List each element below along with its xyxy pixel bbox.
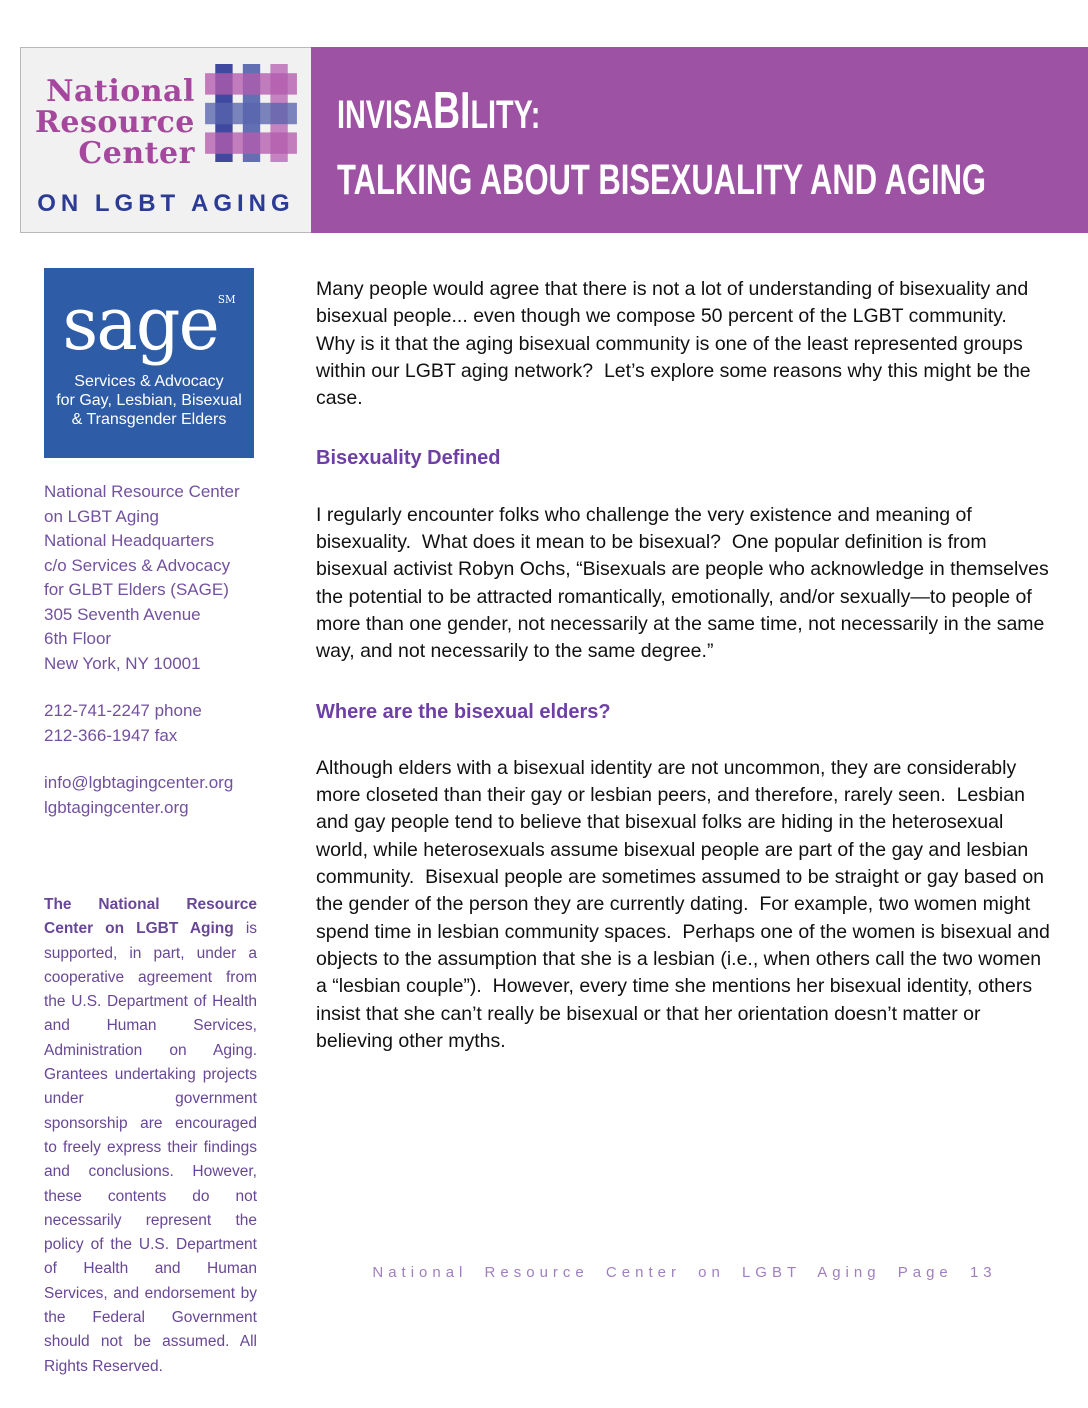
title-part-post: LITY:: [470, 93, 541, 137]
phone-fax: [44, 699, 274, 748]
section-heading-bisexuality-defined: Bisexuality Defined: [316, 447, 501, 470]
sage-tagline-line: & Transgender Elders: [71, 410, 227, 428]
website-url: lgbtagingcenter.org: [44, 797, 189, 817]
sage-tagline: [56, 372, 242, 429]
address-line: National Headquarters: [44, 531, 215, 550]
article-body: [316, 276, 1056, 1055]
address-line: for GLBT Elders (SAGE): [44, 580, 229, 599]
page-footer: National Resource Center on LGBT Aging Page 13: [372, 1264, 997, 1281]
phone-line: 212-741-2247 phone: [44, 701, 202, 720]
masthead: [20, 47, 1048, 233]
document-subtitle: TALKING ABOUT BISEXUALITY AND AGING: [336, 156, 986, 204]
contact-info: [44, 480, 274, 843]
title-banner: [311, 47, 1088, 233]
funding-disclaimer: [44, 893, 257, 1379]
fax-line: 212-366-1947 fax: [44, 725, 178, 745]
nrc-logo-top: [35, 62, 297, 169]
sage-trademark: SM: [217, 293, 236, 307]
sage-wordmark: sage℠: [62, 281, 236, 368]
logo-subtitle: ON LGBT AGING: [37, 190, 295, 217]
section-paragraph: Although elders with a bisexual identity are not uncommon, they are considerably more closeted than their gay or lesbian peers, and therefore, rarely seen. Lesbian and gay people tend to believe that bisexual folks are hiding in the heterosexual world, while heterosexuals assume bisexual people are part of the gay and lesbian community. Bisexual people are sometimes assumed to be straight or gay based on the gender of the person they are currently dating. For example, two women might spend time in lesbian community spaces. Perhaps one of the women is bisexual and objects to the assumption that she is a lesbian (i.e., when others call the two women a “lesbian couple”). However, every time she mentions her bisexual identity, others insist that she can’t really be bisexual or that her orientation doesn’t matter or believing other myths.: [316, 756, 1056, 1052]
disclaimer-lead: The National Resource Center on LGBT Aging: [44, 896, 257, 938]
logo-word-resource: Resource: [35, 105, 195, 140]
nrc-logo-wordmark: [35, 76, 195, 169]
document-title: [336, 65, 1088, 140]
sage-logo: [44, 268, 254, 458]
intro-paragraph: Many people would agree that there is not a lot of understanding of bisexuality and bisexual people... even though we compose 50 percent of the LGBT community. Why is it that the aging bisexual community is one of the least represented groups within our LGBT aging network? Let’s explore some reasons why this might be the case.: [316, 278, 1037, 410]
section-heading-bisexual-elders: Where are the bisexual elders?: [316, 700, 611, 723]
address-line: 305 Seventh Avenue: [44, 604, 201, 624]
plaid-weave-icon: [205, 64, 297, 162]
address-line: 6th Floor: [44, 629, 112, 648]
address-line: c/o Services & Advocacy: [44, 555, 231, 575]
section-paragraph: I regularly encounter folks who challenge the very existence and meaning of bisexuality. What does it mean to be bisexual? One popular definition is from bisexual activist Robyn Ochs, “Bisexuals are people who acknowledge in themselves the potential to be attracted romantically, emotionally, and/or sexually—to people of more than one gender, not necessarily at the same time, not necessarily in the same way, and not necessarily to the same degree.”: [316, 503, 1055, 663]
disclaimer-body: is supported, in part, under a cooperative agreement from the U.S. Department of Health and Human Services, Administration on Aging. Grantees undertaking projects under government sponsorship are encouraged to freely express their findings and conclusions. However, these contents do not necessarily represent the policy of the U.S. Department of Health and Human Services, and endorsement by the Federal Government should not be assumed. All Rights Reserved.: [44, 920, 258, 1375]
title-part-pre: INVISA: [336, 93, 433, 137]
sage-tagline-line: Services & Advocacy: [74, 372, 224, 390]
address-line: on LGBT Aging: [44, 506, 159, 526]
email-address: info@lgbtagingcenter.org: [44, 773, 234, 792]
address-line: New York, NY 10001: [44, 653, 201, 673]
title-part-bi: BI: [432, 82, 471, 140]
address-line: National Resource Center: [44, 482, 240, 501]
sage-tagline-line: for Gay, Lesbian, Bisexual: [56, 391, 242, 409]
mailing-address: [44, 480, 274, 676]
logo-word-national: National: [46, 74, 195, 109]
web-contact: [44, 771, 274, 820]
nrc-logo: [20, 47, 311, 233]
logo-word-center: Center: [78, 136, 195, 171]
